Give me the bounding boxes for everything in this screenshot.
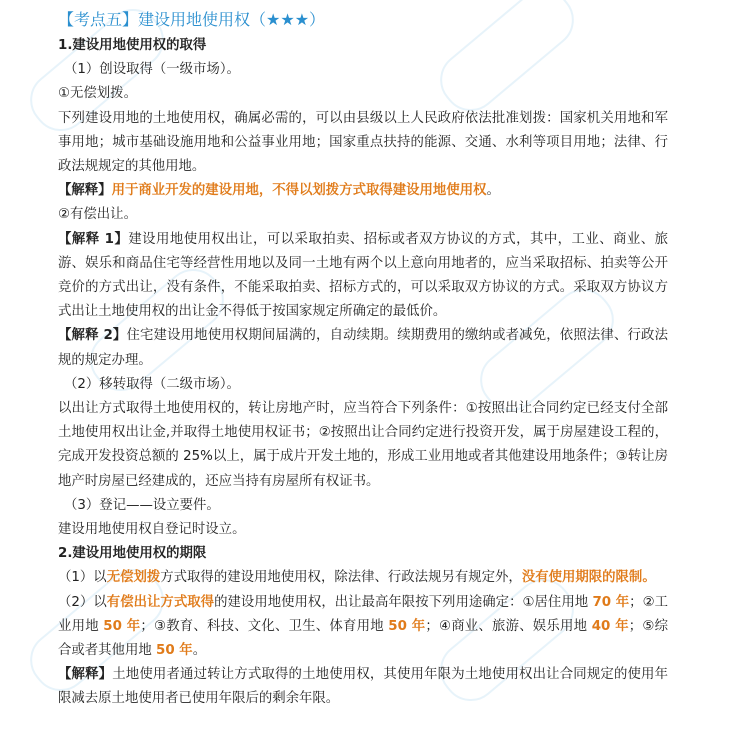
note-tag: 【解释 1】 [58,231,129,247]
note-end: 。 [486,183,500,199]
note-tag: 【解释 2】 [58,328,127,344]
text: ；④商业、旅游、娱乐用地 [425,618,592,634]
paragraph-term-allocation [58,566,668,590]
sub-heading-registration: （3）登记——设立要件。 [64,497,220,513]
highlight: 没有使用期限的限制 [521,570,643,586]
note-tag: 【解释】 [58,183,112,199]
paragraph-transfer-conditions: 以出让方式取得土地使用权的，转让房地产时，应当符合下列条件：①按照出让合同约定已经支付全部土地使用权出让金,并取得土地使用权证书；②按照出让合同约定进行投资开发，属于房屋建设工程的，完成开发投资总额的 25%以上，属于成片开发土地的，形成工业用地或者其他建设用地条件；③转让房地产时房屋已经建成的，还应当持有房屋所有权证书。 [58,401,668,489]
item-free-allocation: ①无偿划拨。 [58,86,137,102]
note-highlight: 用于商业开发的建设用地，不得以划拨方式取得建设用地使用权 [111,183,487,199]
note-text: 土地使用者通过转让方式取得的土地使用权，其使用年限为土地使用权出让合同规定的使用年限减去原土地使用者已使用年限后的剩余年限。 [58,667,669,707]
highlight: 。 [642,570,656,586]
note-text: 住宅建设用地使用权期间届满的，自动续期。续期费用的缴纳或者减免，依照法律、行政法规的规定办理。 [58,328,668,368]
note-commercial [58,179,668,203]
heading-term: 2.建设用地使用权的期限 [58,546,207,562]
note-tag: 【解释】 [58,667,113,683]
text: ；③教育、科技、文化、卫生、体育用地 [140,618,389,634]
highlight: 50 年 [156,643,193,659]
note-renewal [58,324,668,372]
highlight: 50 年 [103,618,141,634]
sub-heading-transfer: （2）移转取得（二级市场）。 [64,376,240,392]
paragraph-registration: 建设用地使用权自登记时设立。 [58,522,246,538]
text: ；⑤综合或者其他用地 [58,618,669,659]
heading-acquisition: 1.建设用地使用权的取得 [58,38,207,53]
note-grant-methods [58,228,668,325]
highlight: 50 年 [388,618,426,634]
text: （1）以 [58,570,107,586]
text: （2）以 [58,594,107,610]
text: ；②工业用地 [58,594,668,634]
highlight: 有偿出让方式取得 [106,594,215,610]
sub-heading-creation: （1）创设取得（一级市场）。 [64,62,240,78]
text: 的建设用地使用权，出让最高年限按下列用途确定：①居住用地 [214,594,593,610]
highlight: 70 年 [592,594,630,610]
highlight: 40 年 [591,618,629,634]
highlight: 无偿划拨 [106,570,161,586]
paragraph-allocation: 下列建设用地的土地使用权，确属必需的，可以由县级以上人民政府依法批准划拨：国家机关用地和军事用地；城市基础设施用地和公益事业用地；国家重点扶持的能源、交通、水利等项目用地；法律、行政法规规定的其他用地。 [58,110,668,175]
item-paid-grant: ②有偿出让。 [58,207,137,223]
note-text: 建设用地使用权出让，可以采取拍卖、招标或者双方协议的方式，其中，工业、商业、旅游、娱乐和商品住宅等经营性用地以及同一土地有两个以上意向用地者的，应当采取招标、拍卖等公开竞价的方式出让，没有条件，不能采取拍卖、招标方式的，可以采取双方协议的方式。采取双方协议方式出让土地使用权的出让金不得低于按国家规定所确定的最低价。 [58,231,669,320]
section-title: 【考点五】建设用地使用权（★★★） [58,10,326,29]
text: 。 [192,643,207,659]
note-remaining-term [58,663,668,711]
text: 方式取得的建设用地使用权，除法律、行政法规另有规定外， [160,570,522,586]
paragraph-term-grant [58,591,668,664]
